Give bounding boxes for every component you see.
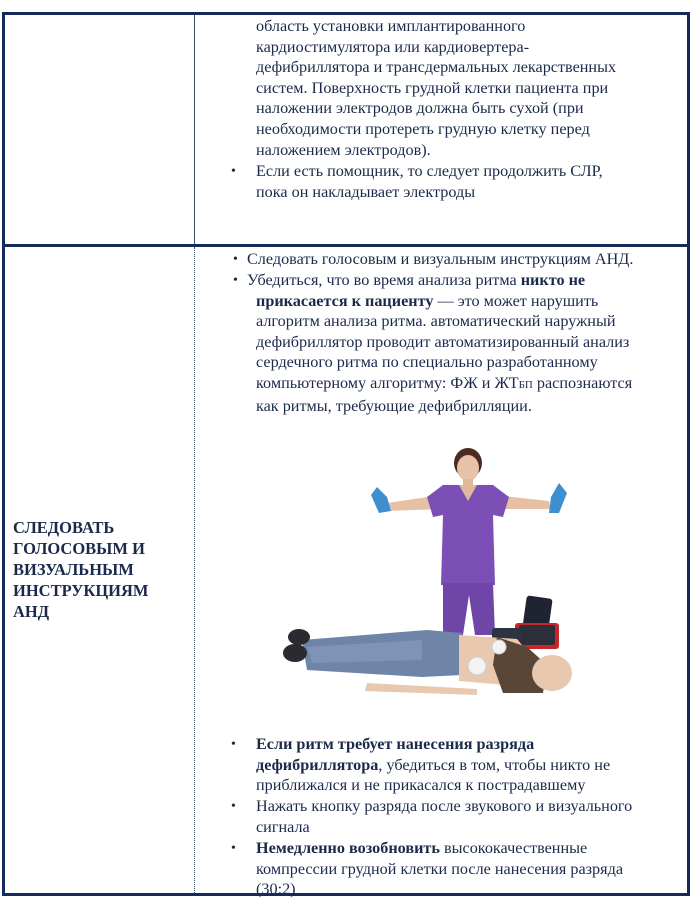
list-item (256, 838, 681, 900)
text-line (256, 734, 681, 755)
text-line: Если есть помощник, то следует продолжить СЛР, (256, 162, 603, 180)
text-run: распознаются (532, 373, 633, 392)
text-line (247, 270, 687, 291)
title-line: ВИЗУАЛЬНЫМ (13, 560, 134, 579)
table-row (5, 15, 687, 244)
text-line: систем. Поверхность грудной клетки пациента при (256, 78, 609, 97)
text-run: компьютерному алгоритму: ФЖ и ЖТ (256, 373, 519, 392)
row-header-cell-empty (5, 15, 194, 244)
title-line: АНД (13, 602, 50, 621)
text-line: сигнала (256, 817, 310, 836)
text-line: пока он накладывает электроды (256, 182, 476, 201)
bullet-icon: • (231, 164, 236, 179)
list-item (247, 249, 687, 270)
text-line: дефибриллятора и трансдермальных лекарственных (256, 58, 617, 77)
subscript: БП (518, 378, 533, 391)
title-line: ГОЛОСОВЫМ И (13, 539, 145, 558)
text-line: как ритмы, требующие дефибрилляции. (256, 396, 532, 415)
bold-run: Немедленно возобновить (256, 839, 440, 857)
row-content-cell (195, 15, 687, 244)
text-line: наложении электродов должна быть сухой (при (256, 99, 584, 118)
rescuer-hands-up-aed-mannequin-photo (247, 425, 677, 710)
bullet-icon: • (233, 273, 238, 288)
text-run: высококачественные (439, 839, 588, 857)
text-line: наложением электродов). (256, 140, 431, 159)
text-line: Нажать кнопку разряда после звукового и визуального (256, 797, 633, 815)
list-item (256, 796, 681, 837)
title-line: ИНСТРУКЦИЯМ (13, 581, 149, 600)
text-run: , убедиться в том, чтобы никто не (378, 755, 611, 774)
text-line: кардиостимулятора или кардиовертера- (256, 37, 530, 56)
list-item (256, 161, 676, 202)
row-content-cell (195, 247, 687, 899)
bullet-icon: • (231, 737, 236, 752)
text-line: Следовать голосовым и визуальным инструкциям АНД. (247, 250, 634, 268)
text-run: Убедиться, что во время анализа ритма (247, 271, 521, 289)
row-header-cell (5, 247, 194, 893)
text-line (247, 373, 687, 396)
text-line: необходимости протереть грудную клетку перед (256, 119, 590, 138)
bullet-icon: • (231, 799, 236, 814)
instruction-table (2, 12, 690, 899)
step-title (13, 517, 188, 622)
bullet-icon: • (233, 252, 238, 267)
text-line: компрессии грудной клетки после нанесения разряда (256, 859, 624, 878)
bold-run: Если ритм требует нанесения разряда (256, 735, 535, 753)
text-line (256, 838, 681, 859)
text-line: дефибриллятор проводит автоматизированный анализ (256, 332, 630, 351)
text-line: приближался и не прикасался к пострадавшему (256, 776, 586, 795)
bold-run: дефибриллятора (256, 755, 379, 774)
bullet-icon: • (231, 841, 236, 856)
text-line: алгоритм анализа ритма. автоматический наружный (256, 312, 616, 331)
text-line (247, 291, 687, 312)
text-line: (30:2) (256, 880, 296, 899)
list-item (247, 270, 687, 416)
text-line: область установки имплантированного (256, 17, 526, 35)
text-line (256, 755, 681, 776)
bold-run: никто не (520, 271, 586, 289)
bold-run: прикасается к пациенту (256, 291, 434, 310)
title-line: СЛЕДОВАТЬ (13, 518, 115, 537)
list-item (256, 734, 681, 796)
text-run: — это может нарушить (433, 291, 599, 310)
text-line: сердечного ритма по специально разработанному (256, 353, 598, 372)
continuation-paragraph (256, 16, 676, 160)
table-row (5, 247, 687, 899)
